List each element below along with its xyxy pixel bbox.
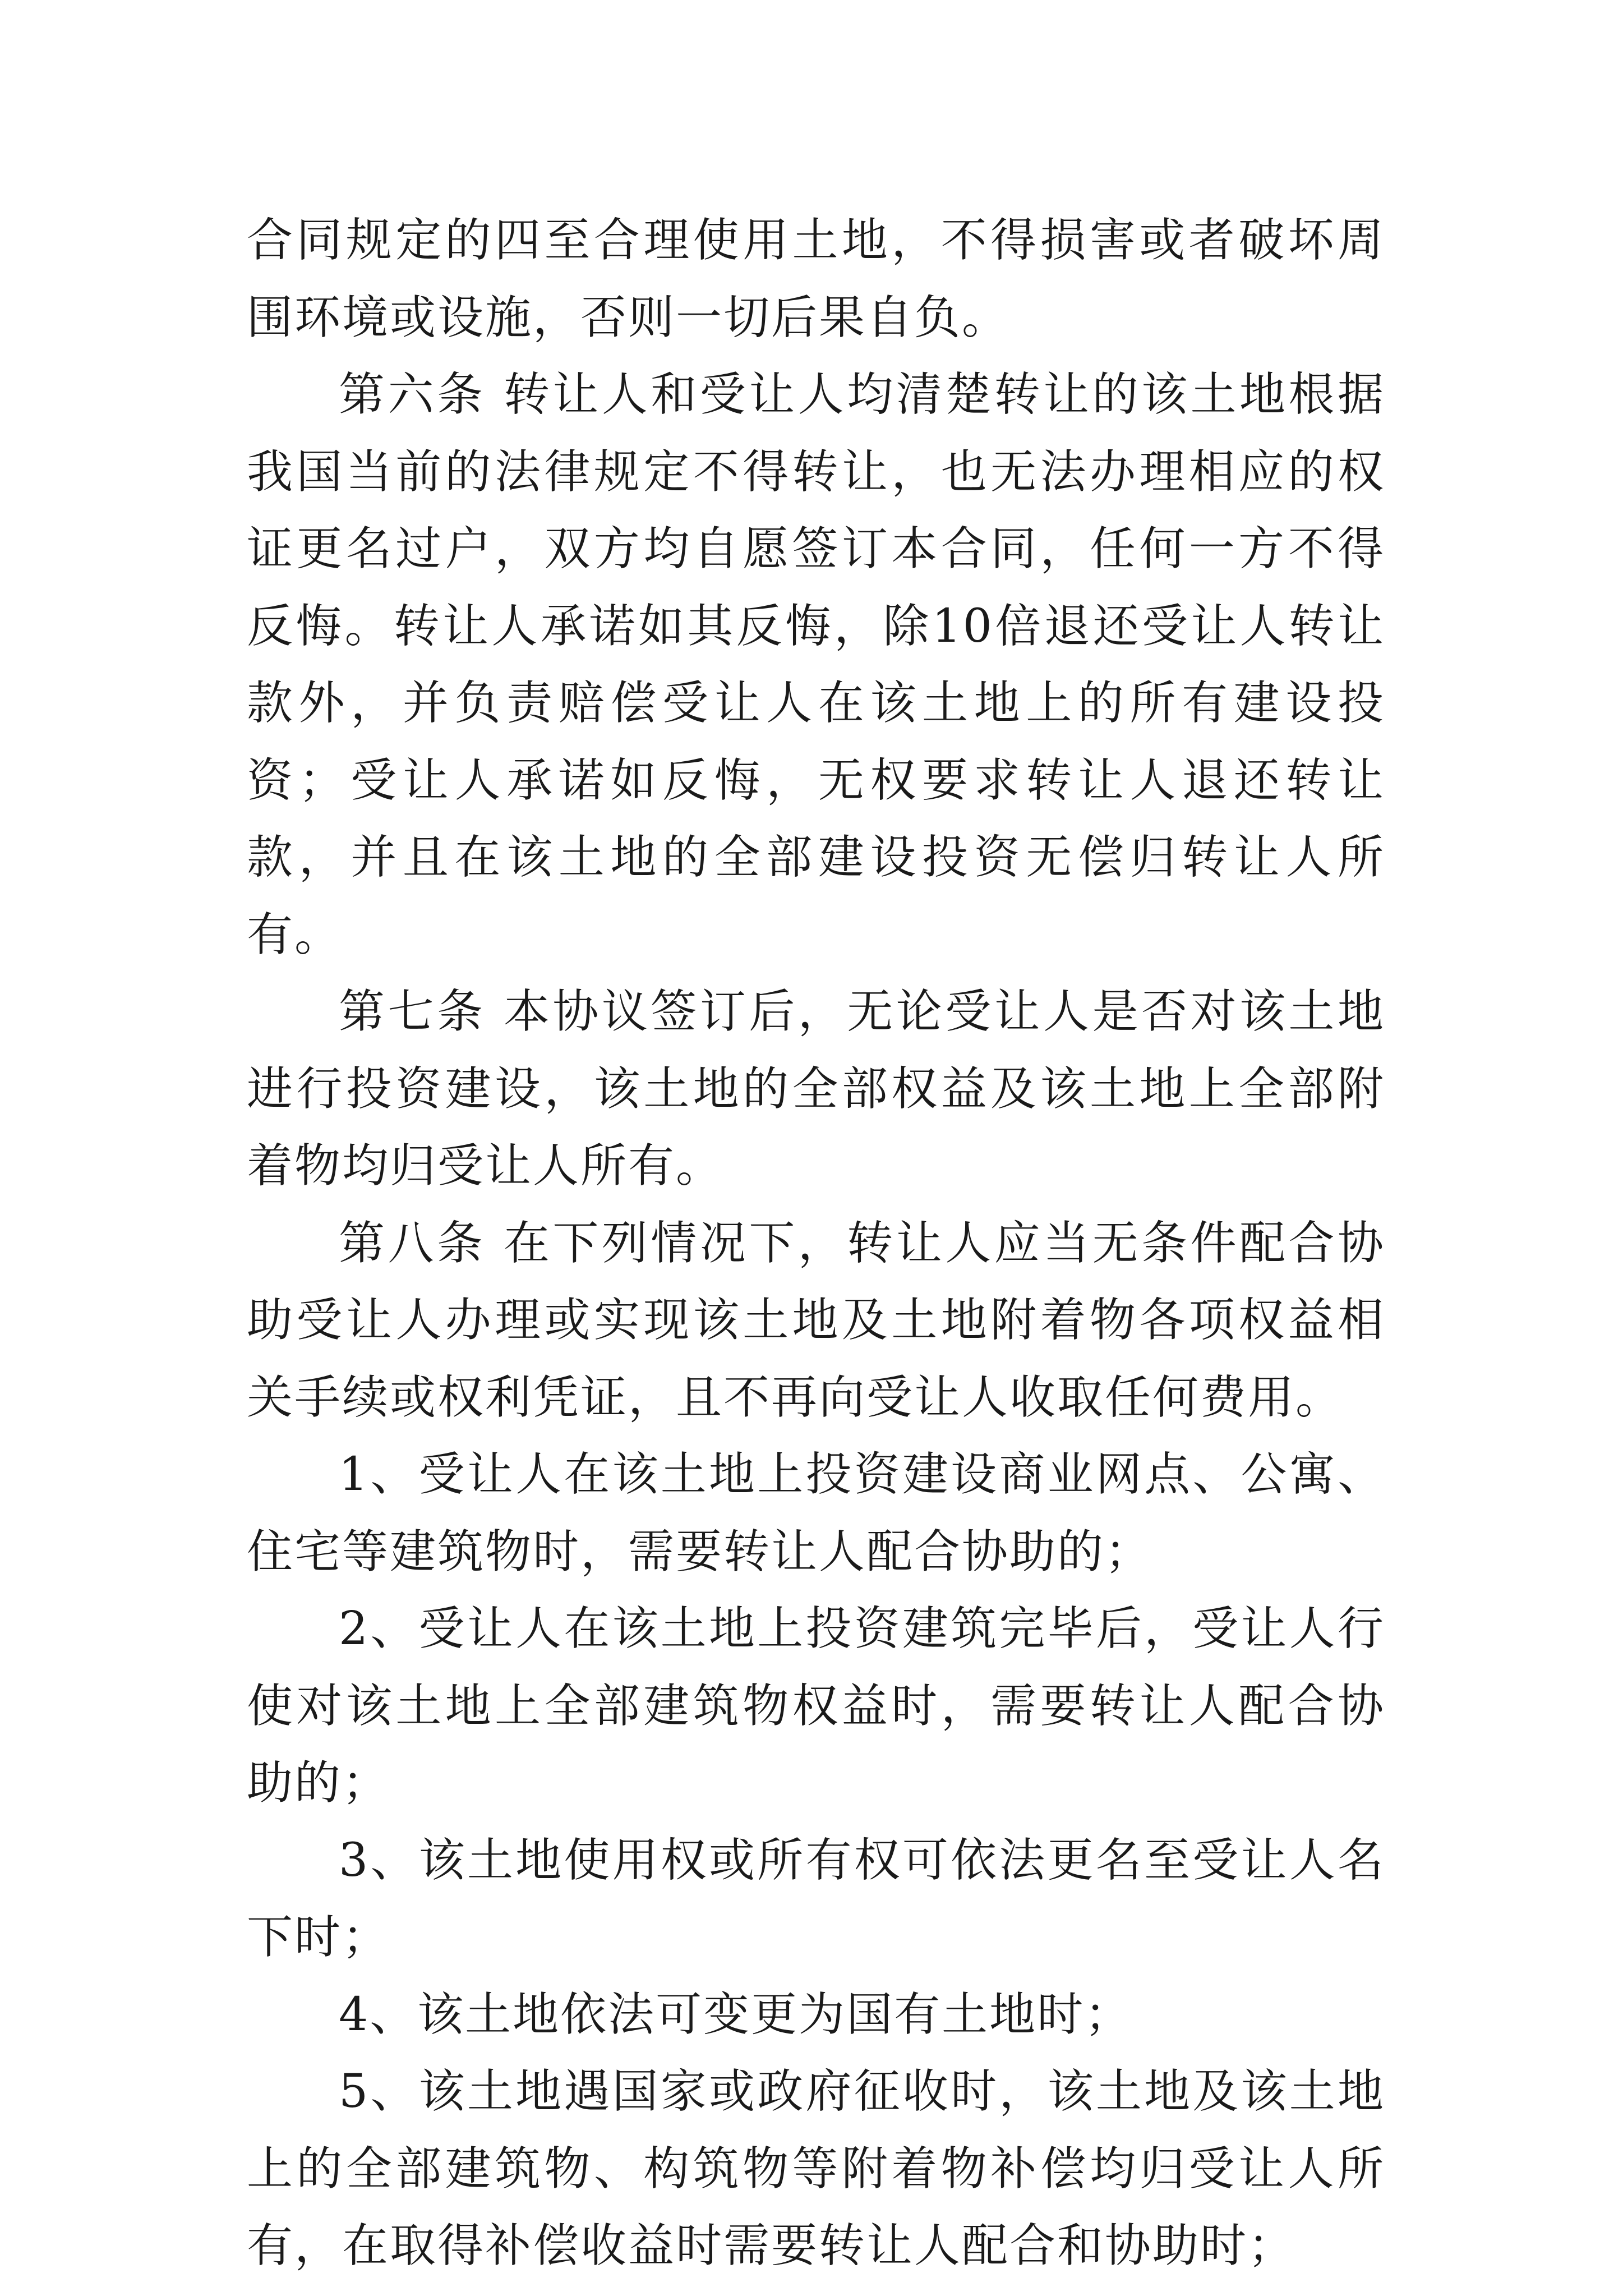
- list-item-3: 3、该土地使用权或所有权可依法更名至受让人名下时；: [247, 1833, 1385, 1964]
- paragraph-article-6: 第六条 转让人和受让人均清楚转让的该土地根据我国当前的法律规定不得转让，也无法办理相应的权证更名过户，双方均自愿签订本合同，任何一方不得反悔。转让人承诺如其反悔，除10倍退还受让人转让款外，并负责赔偿受让人在该土地上的所有建设投资；受让人承诺如反悔，无权要求转让人退还转让款，并且在该土地的全部建设投资无偿归转让人所有。: [247, 368, 1385, 961]
- document-body: [247, 202, 1385, 2285]
- paragraph-article-8: 第八条 在下列情况下，转让人应当无条件配合协助受让人办理或实现该土地及土地附着物各项权益相关手续或权利凭证，且不再向受让人收取任何费用。: [247, 1216, 1385, 1424]
- paragraph-article-7: 第七条 本协议签订后，无论受让人是否对该土地进行投资建设，该土地的全部权益及该土地上全部附着物均归受让人所有。: [247, 985, 1385, 1193]
- list-item-4: 4、该土地依法可变更为国有土地时；: [339, 1987, 1133, 2041]
- list-item-5: 5、该土地遇国家或政府征收时，该土地及该土地上的全部建筑物、构筑物等附着物补偿均归受让人所有，在取得补偿收益时需要转让人配合和协助时；: [247, 2065, 1385, 2272]
- list-item-1: 1、受让人在该土地上投资建设商业网点、公寓、住宅等建筑物时，需要转让人配合协助的；: [247, 1448, 1385, 1579]
- list-item-2: 2、受让人在该土地上投资建筑完毕后，受让人行使对该土地上全部建筑物权益时，需要转让人配合协助的；: [247, 1602, 1385, 1810]
- paragraph-continuation: 合同规定的四至合理使用土地，不得损害或者破坏周围环境或设施，否则一切后果自负。: [247, 214, 1385, 344]
